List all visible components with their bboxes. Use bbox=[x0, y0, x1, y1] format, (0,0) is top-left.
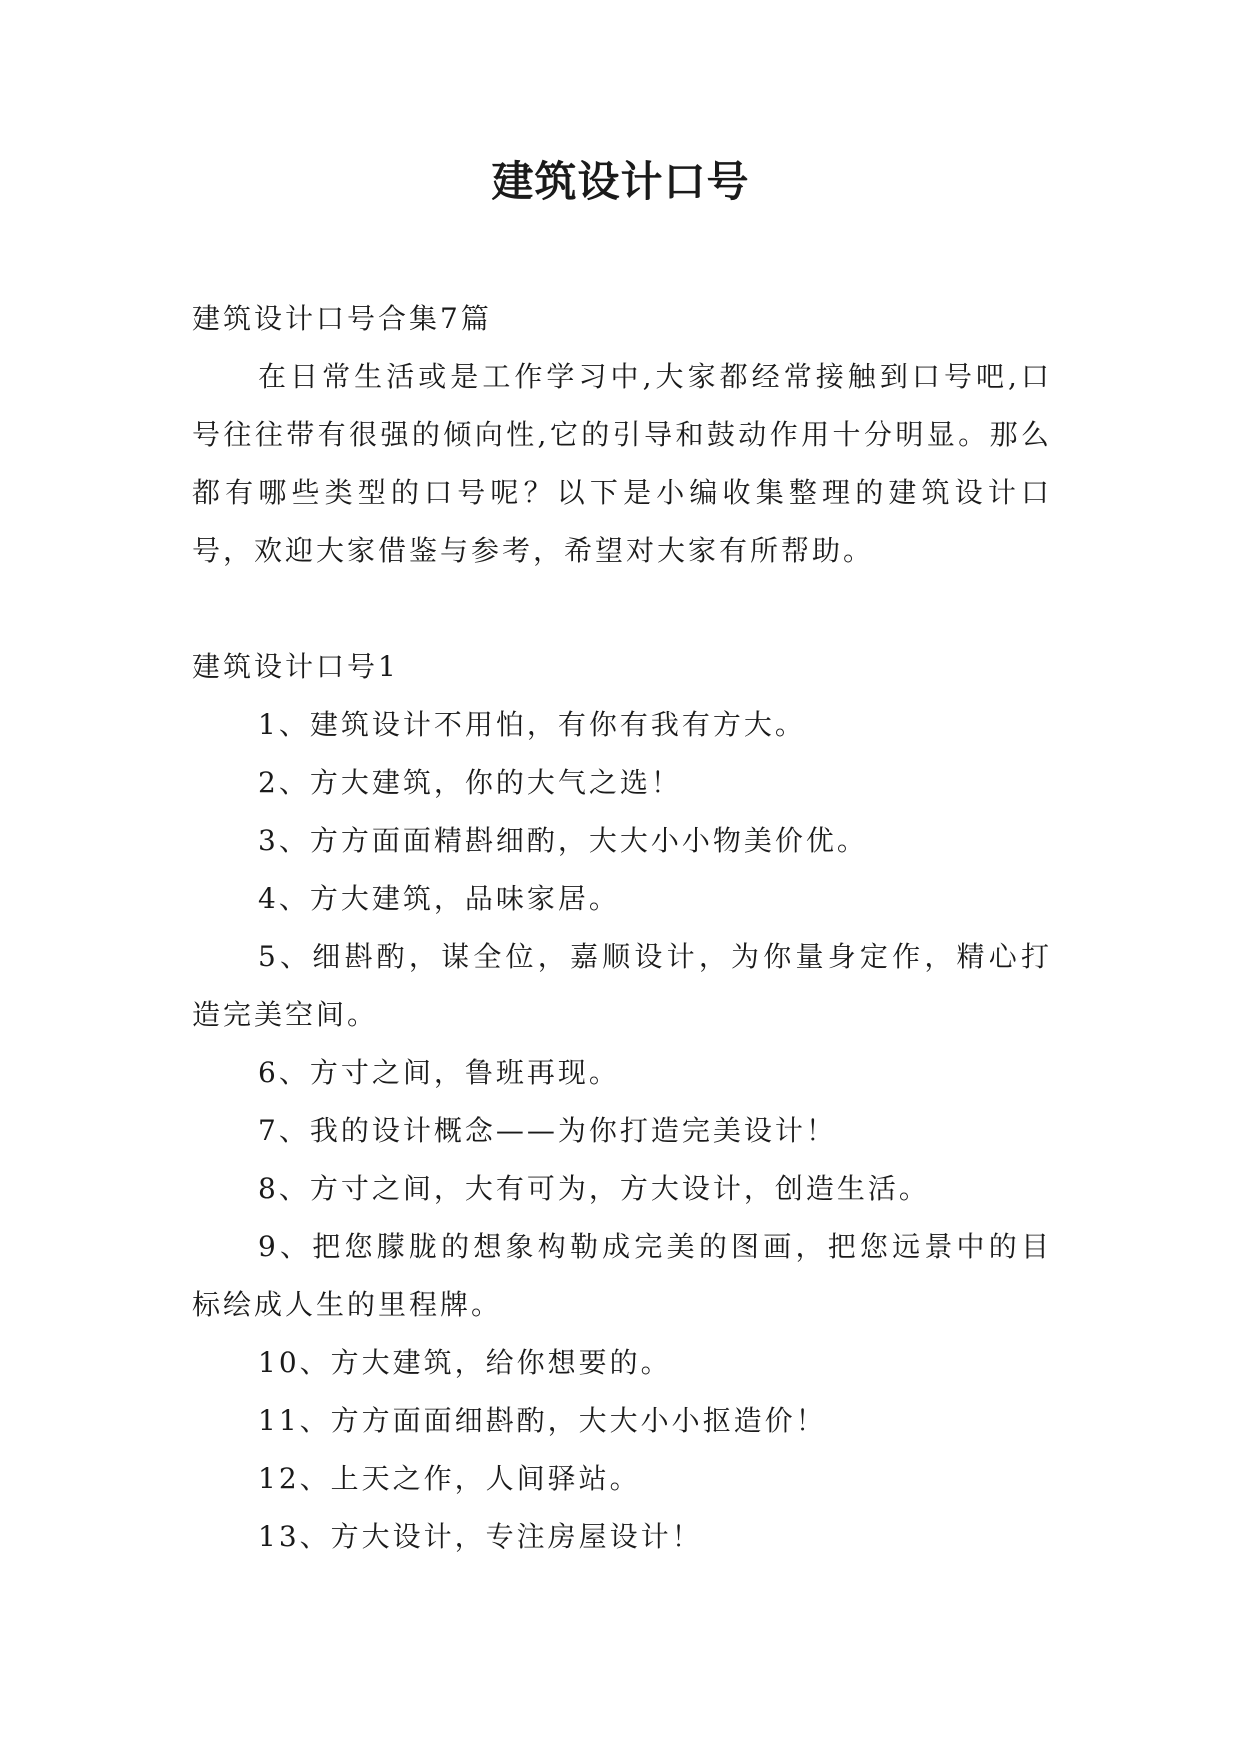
document-title: 建筑设计口号 bbox=[491, 157, 750, 206]
slogan-item: 3、方方面面精斟细酌，大大小小物美价优。 bbox=[258, 824, 868, 857]
slogan-item: 7、我的设计概念——为你打造完美设计！ bbox=[258, 1114, 837, 1147]
slogan-item: 2、方大建筑，你的大气之选！ bbox=[258, 766, 682, 799]
slogan-item: 1、建筑设计不用怕，有你有我有方大。 bbox=[258, 708, 806, 741]
slogan-item: 8、方寸之间，大有可为，方大设计，创造生活。 bbox=[258, 1172, 930, 1205]
slogan-item: 5、细斟酌，谋全位，嘉顺设计，为你量身定作，精心打造完美空间。 bbox=[192, 940, 1052, 1031]
document-subtitle: 建筑设计口号合集7篇 bbox=[192, 302, 492, 335]
slogan-item: 10、方大建筑，给你想要的。 bbox=[258, 1346, 672, 1379]
spacer bbox=[192, 580, 1052, 638]
slogan-item: 6、方寸之间，鲁班再现。 bbox=[258, 1056, 620, 1089]
slogan-item: 11、方方面面细斟酌，大大小小抠造价！ bbox=[258, 1404, 827, 1437]
slogan-item: 12、上天之作，人间驿站。 bbox=[258, 1462, 641, 1495]
intro-paragraph: 在日常生活或是工作学习中,大家都经常接触到口号吧,口号往往带有很强的倾向性,它的引导和鼓动作用十分明显。那么都有哪些类型的口号呢？以下是小编收集整理的建筑设计口号，欢迎大家借鉴与参考，希望对大家有所帮助。 bbox=[192, 360, 1052, 567]
slogan-item: 4、方大建筑，品味家居。 bbox=[258, 882, 620, 915]
slogan-item: 9、把您朦胧的想象构勒成完美的图画，把您远景中的目标绘成人生的里程牌。 bbox=[192, 1230, 1052, 1321]
document-body bbox=[192, 290, 1052, 1566]
section-heading: 建筑设计口号1 bbox=[192, 650, 399, 683]
slogan-item: 13、方大设计，专注房屋设计！ bbox=[258, 1520, 703, 1553]
